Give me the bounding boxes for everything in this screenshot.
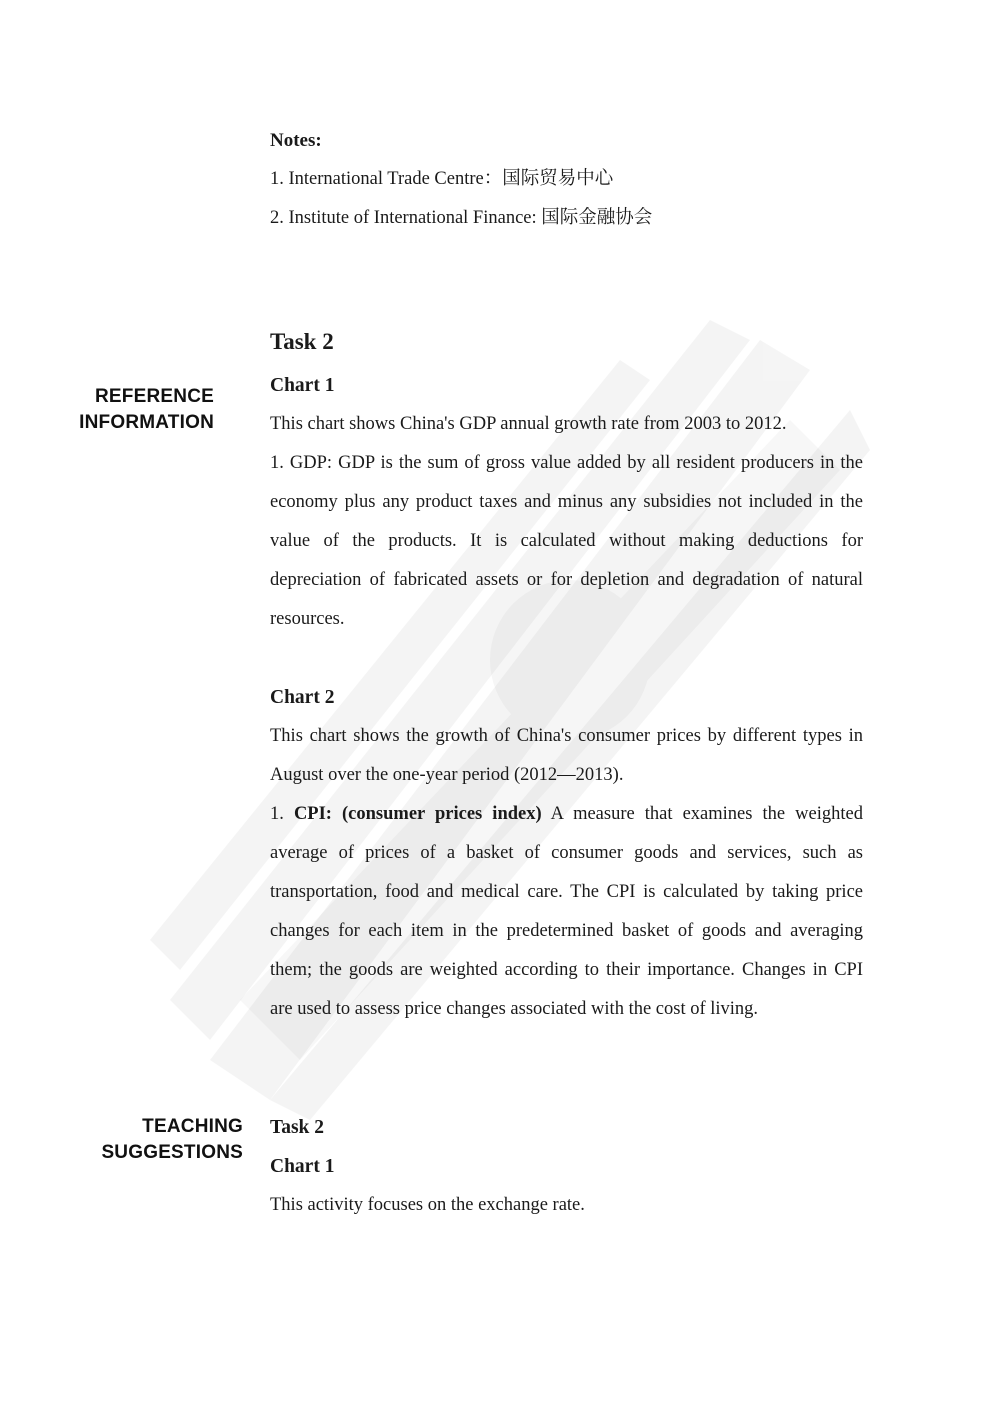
cpi-term: CPI: (consumer prices index) (293, 804, 542, 824)
task-title: Task 2 (270, 1117, 325, 1138)
teaching-side-label (40, 1114, 243, 1166)
chart1-intro: This chart shows China's GDP annual growth rate from 2003 to 2012. (270, 414, 787, 434)
cpi-def-prefix: 1. (270, 804, 294, 824)
chart-title: Chart 1 (270, 1156, 335, 1177)
teaching-text: This activity focuses on the exchange rate. (270, 1195, 585, 1215)
cpi-def-body: A measure that examines the weighted average of prices of a basket of consumer goods and services, such as transportation, food and medical care. The CPI is calculated by taking price changes for each item in the predetermined basket of goods and averaging them; the goods are weighted according to their importance. Changes in CPI are used to assess price changes associated with the cost of living. (270, 804, 863, 1019)
notes-section (270, 121, 863, 238)
chart-title: Chart 1 (270, 375, 335, 396)
note-item: 1. International Trade Centre：国际贸易中心 (270, 169, 614, 189)
side-label-line: TEACHING (142, 1116, 243, 1137)
note-item: 2. Institute of International Finance: 国际金融协会 (270, 208, 653, 228)
chart1-body (270, 405, 863, 639)
chart-title: Chart 2 (270, 687, 335, 708)
gdp-definition: 1. GDP: GDP is the sum of gross value added by all resident producers in the economy plus any product taxes and minus any subsidies not included in the value of the products. It is calculated without making deductions for depreciation of fabricated assets or for depletion and degradation of natural resources. (270, 453, 863, 629)
task-title: Task 2 (270, 329, 334, 354)
reference-section (270, 327, 863, 1029)
cpi-definition (270, 795, 863, 1029)
teaching-section (270, 1108, 863, 1225)
side-label-line: SUGGESTIONS (101, 1142, 243, 1163)
notes-heading: Notes: (270, 130, 322, 151)
reference-side-label (40, 384, 214, 436)
side-label-line: INFORMATION (79, 412, 214, 433)
side-label-line: REFERENCE (95, 386, 214, 407)
chart2-body (270, 717, 863, 1029)
chart2-intro: This chart shows the growth of China's consumer prices by different types in August over the one-year period (2012—2013). (270, 726, 863, 785)
